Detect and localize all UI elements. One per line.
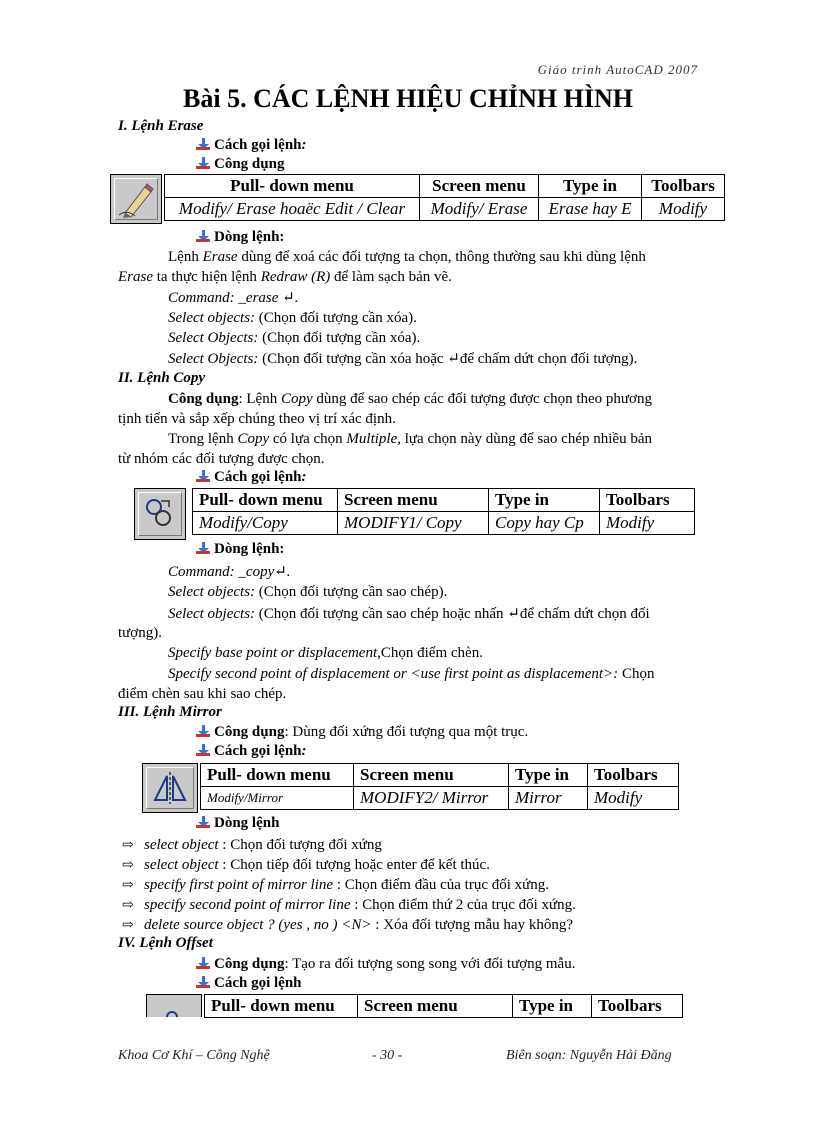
section-mirror-heading: III. Lệnh Mirror bbox=[118, 704, 222, 720]
col-header: Screen menu bbox=[420, 175, 539, 198]
erase-paragraph: Lệnh Erase dùng để xoá các đối tượng ta chọn, thông thường sau khi dùng lệnh bbox=[168, 249, 646, 265]
footer-page-number: - 30 - bbox=[372, 1048, 403, 1063]
mirror-command-line-heading: Dòng lệnh bbox=[196, 815, 279, 832]
copy-command-line-heading: Dòng lệnh: bbox=[196, 541, 284, 558]
col-header: Toolbars bbox=[592, 995, 683, 1018]
table-cell: Modify/Mirror bbox=[201, 787, 354, 810]
mirror-command-table bbox=[200, 763, 679, 810]
col-header: Type in bbox=[539, 175, 642, 198]
page-title: Bài 5. CÁC LỆNH HIỆU CHỈNH HÌNH bbox=[183, 84, 633, 113]
bullet-icon bbox=[196, 230, 210, 242]
copy-command-table bbox=[192, 488, 695, 535]
offset-call-method: Cách gọi lệnh bbox=[196, 975, 302, 992]
bullet-icon bbox=[196, 957, 210, 969]
col-header: Screen menu bbox=[338, 489, 489, 512]
mirror-usage: Công dụng: Dùng đối xứng đối tượng qua một trục. bbox=[196, 724, 528, 741]
copy-tool-icon bbox=[134, 488, 186, 540]
copy-paragraph: Công dụng: Lệnh Copy dùng để sao chép các đối tượng được chọn theo phương bbox=[168, 391, 652, 407]
arrow-right-icon: ⇨ bbox=[122, 918, 134, 933]
offset-command-table bbox=[204, 994, 683, 1018]
arrow-right-icon: ⇨ bbox=[122, 898, 134, 913]
copy-step: Select objects: (Chọn đối tượng cần sao chép hoặc nhấn ↵để chấm dứt chọn đối bbox=[168, 606, 650, 622]
erase-command-line-heading: Dòng lệnh: bbox=[196, 229, 284, 246]
table-cell: Modify/ Erase hoaëc Edit / Clear bbox=[165, 198, 420, 221]
erase-paragraph-cont: Erase ta thực hiện lệnh Redraw (R) để làm sạch bản vẽ. bbox=[118, 269, 452, 285]
erase-call-method: Cách gọi lệnh: bbox=[196, 137, 307, 154]
footer-department: Khoa Cơ Khí – Công Nghệ bbox=[118, 1048, 270, 1063]
bullet-icon bbox=[196, 816, 210, 828]
mirror-call-method: Cách gọi lệnh: bbox=[196, 743, 307, 760]
copy-step-cont: điểm chèn sau khi sao chép. bbox=[118, 686, 287, 702]
copy-command: Command: _copy↵. bbox=[168, 564, 291, 580]
table-cell: Modify/ Erase bbox=[420, 198, 539, 221]
bullet-icon bbox=[196, 976, 210, 988]
col-header: Pull- down menu bbox=[165, 175, 420, 198]
bullet-icon bbox=[196, 157, 210, 169]
mirror-step: ⇨ select object : Chọn tiếp đối tượng hoặc enter để kết thúc. bbox=[122, 855, 490, 876]
col-header: Type in bbox=[509, 764, 588, 787]
section-erase-heading: I. Lệnh Erase bbox=[118, 118, 204, 134]
mirror-tool-icon bbox=[142, 763, 198, 813]
erase-step: Select Objects: (Chọn đối tượng cần xóa hoặc ↵để chấm dứt chọn đối tượng). bbox=[168, 351, 638, 367]
copy-step: Specify second point of displacement or <use first point as displacement>: Chọn bbox=[168, 666, 655, 682]
arrow-right-icon: ⇨ bbox=[122, 858, 134, 873]
col-header: Toolbars bbox=[642, 175, 725, 198]
col-header: Pull- down menu bbox=[205, 995, 358, 1018]
bullet-icon bbox=[196, 138, 210, 150]
table-cell: Modify/Copy bbox=[193, 512, 338, 535]
erase-command: Command: _erase ↵. bbox=[168, 290, 299, 306]
arrow-right-icon: ⇨ bbox=[122, 838, 134, 853]
bullet-icon bbox=[196, 725, 210, 737]
table-cell: MODIFY2/ Mirror bbox=[354, 787, 509, 810]
col-header: Toolbars bbox=[600, 489, 695, 512]
erase-step: Select objects: (Chọn đối tượng cần xóa). bbox=[168, 310, 417, 326]
col-header: Type in bbox=[513, 995, 592, 1018]
table-cell: Modify bbox=[642, 198, 725, 221]
col-header: Screen menu bbox=[358, 995, 513, 1018]
erase-command-table bbox=[164, 174, 725, 221]
copy-paragraph: Trong lệnh Copy có lựa chọn Multiple, lựa chọn này dùng để sao chép nhiều bản bbox=[168, 431, 652, 447]
mirror-step: ⇨ select object : Chọn đối tượng đối xứng bbox=[122, 835, 382, 856]
copy-paragraph-cont: từ nhóm các đối tượng được chọn. bbox=[118, 451, 325, 467]
copy-step: Select objects: (Chọn đối tượng cần sao chép). bbox=[168, 584, 448, 600]
erase-step: Select Objects: (Chọn đối tượng cần xóa). bbox=[168, 330, 421, 346]
arrow-right-icon: ⇨ bbox=[122, 878, 134, 893]
copy-step: Specify base point or displacement,Chọn điểm chèn. bbox=[168, 645, 483, 661]
erase-usage: Công dụng bbox=[196, 156, 284, 173]
mirror-step: ⇨ specify second point of mirror line : Chọn điểm thứ 2 của trục đối xứng. bbox=[122, 895, 576, 916]
offset-usage: Công dụng: Tạo ra đối tượng song song với đối tượng mẫu. bbox=[196, 956, 575, 973]
offset-tool-icon bbox=[146, 994, 202, 1017]
table-cell: Mirror bbox=[509, 787, 588, 810]
col-header: Toolbars bbox=[588, 764, 679, 787]
table-cell: MODIFY1/ Copy bbox=[338, 512, 489, 535]
book-header: Giáo trình AutoCAD 2007 bbox=[537, 62, 698, 77]
table-cell: Copy hay Cp bbox=[489, 512, 600, 535]
col-header: Pull- down menu bbox=[193, 489, 338, 512]
mirror-step: ⇨ specify first point of mirror line : Chọn điểm đầu của trục đối xứng. bbox=[122, 875, 549, 896]
erase-tool-icon bbox=[110, 174, 162, 224]
table-cell: Modify bbox=[588, 787, 679, 810]
bullet-icon bbox=[196, 542, 210, 554]
copy-call-method: Cách gọi lệnh: bbox=[196, 469, 307, 486]
section-copy-heading: II. Lệnh Copy bbox=[118, 370, 206, 386]
copy-paragraph-cont: tịnh tiến và sắp xếp chúng theo vị trí xác định. bbox=[118, 411, 396, 427]
table-cell: Modify bbox=[600, 512, 695, 535]
bullet-icon bbox=[196, 744, 210, 756]
mirror-step: ⇨ delete source object ? (yes , no ) <N> : Xóa đối tượng mẫu hay không? bbox=[122, 915, 573, 936]
col-header: Pull- down menu bbox=[201, 764, 354, 787]
bullet-icon bbox=[196, 470, 210, 482]
section-offset-heading: IV. Lệnh Offset bbox=[118, 935, 213, 951]
footer-author: Biên soạn: Nguyễn Hải Đăng bbox=[506, 1048, 672, 1063]
copy-step-cont: tượng). bbox=[118, 625, 162, 641]
table-cell: Erase hay E bbox=[539, 198, 642, 221]
col-header: Screen menu bbox=[354, 764, 509, 787]
col-header: Type in bbox=[489, 489, 600, 512]
